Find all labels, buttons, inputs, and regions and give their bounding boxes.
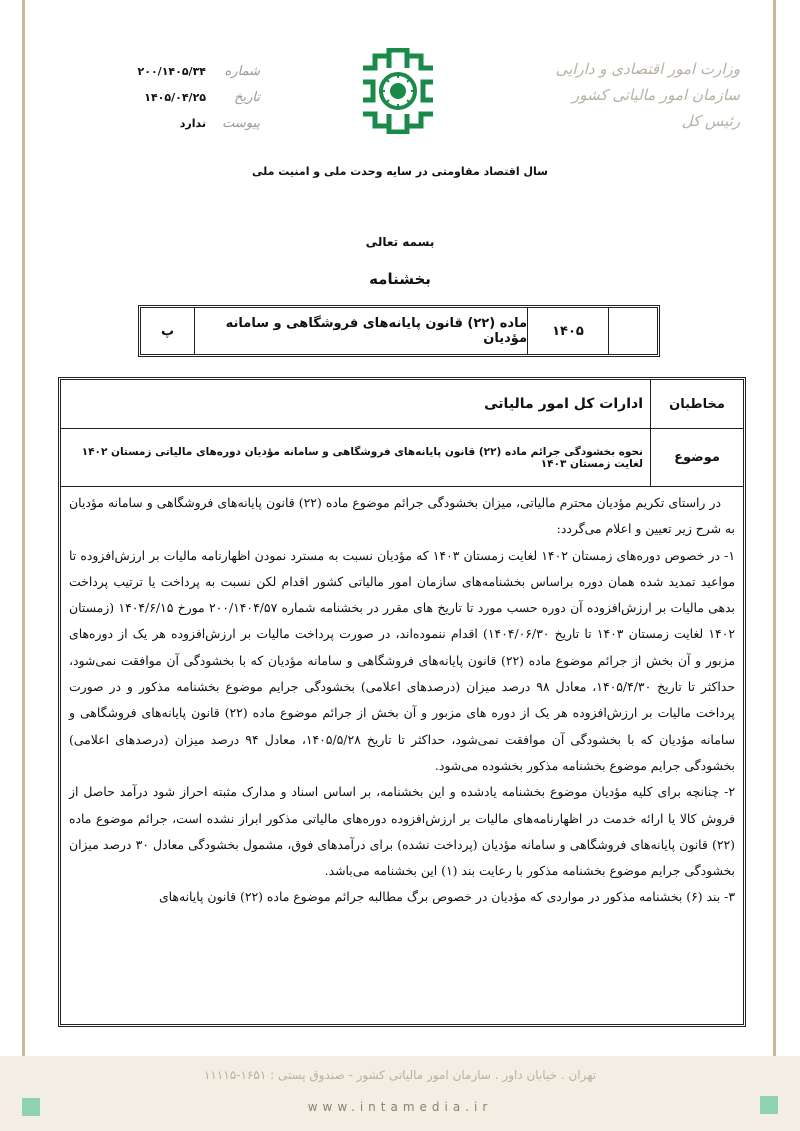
- recipients-value: ادارات کل امور مالیاتی: [484, 396, 643, 412]
- date-row: [110, 84, 260, 110]
- attachment-value: ندارد: [179, 116, 206, 130]
- ref-cell-empty: [608, 308, 657, 354]
- footer-left-square: [22, 1098, 40, 1116]
- footer-address: تهران . خیابان داور . سازمان امور مالیاتی کشور - صندوق پستی : ۱۶۵۱-۱۱۱۱۵: [203, 1068, 597, 1082]
- number-row: [110, 58, 260, 84]
- date-value: ۱۴۰۵/۰۴/۲۵: [144, 90, 206, 104]
- ref-cell-year: ۱۴۰۵: [527, 308, 608, 354]
- number-label: شماره: [224, 63, 260, 79]
- paragraph-item-1: ۱- در خصوص دوره‌های زمستان ۱۴۰۲ لغایت زمستان ۱۴۰۳ که مؤدیان نسبت به مسترد نمودن اظهارنامه مالیات بر ارزش‌افزوده تا مواعید تمدید شده همان دوره براساس بخشنامه‌های سازمان امور مالیاتی کشور اقدام لکن نسبت به پرداخت یا ترتیب پرداخت بدهی مالیات بر ارزش‌افزوده آن دوره حسب مورد تا تاریخ های مقرر در بخشنامه شماره ۲۰۰/۱۴۰۴/۵۷ مورخ ۱۴۰۴/۶/۱۵ (زمستان ۱۴۰۲ لغایت زمستان ۱۴۰۳ تا تاریخ ۱۴۰۴/۰۶/۳۰) اقدام ننموده‌اند، در صورت پرداخت مالیات بر ارزش‌افزوده هر یک از دوره‌های مزبور و آن بخش از جرائم موضوع ماده (۲۲) قانون پایانه‌های فروشگاهی و سامانه مؤدیان که با بخشودگی آن موافقت نمی‌شود، حداکثر تا تاریخ ۱۴۰۵/۴/۳۰، معادل ۹۸ درصد میزان (درصدهای اعلامی) بخشودگی جرایم موضوع بخشنامه مذکور و در صورت پرداخت مالیات بر ارزش‌افزوده هر یک از دوره های مزبور و آن بخش از جرائم موضوع ماده (۲۲) قانون پایانه‌های فروشگاهی و سامانه مؤدیان که با بخشودگی آن موافقت نمی‌شود، حداکثر تا تاریخ ۱۴۰۵/۵/۲۸، معادل ۹۴ درصد میزان (درصدهای اعلامی) بخشودگی جرایم موضوع بخشنامه مذکور بخشوده می‌شود.: [69, 547, 736, 773]
- paragraph-item-2: ۲- چنانچه برای کلیه مؤدیان موضوع بخشنامه یادشده و این بخشنامه، بر اساس اسناد و مدارک مثبته احراز شود درآمد حاصل از فروش کالا یا ارائه خدمت در اظهارنامه‌های مالیات بر ارزش‌افزوده دوره‌های مالیاتی مذکور ابراز نشده است، جرائم موضوع ماده (۲۲) قانون پایانه‌های فروشگاهی و سامانه مؤدیان (پرداخت نشده) برای درآمدهای فوق، مشمول بخشودگی معادل ۳۰ درصد میزان بخشودگی جرایم موضوع بخشنامه مذکور با رعایت بند (۱) این بخشنامه می‌باشد.: [69, 784, 735, 879]
- ref-cell-code: پ: [160, 323, 175, 339]
- subject-value: نحوه بخشودگی جرائم ماده (۲۲) قانون پایانه‌های فروشگاهی و سامانه مؤدیان دوره‌های مالیاتی زمستان ۱۴۰۲ لغایت زمستان ۱۴۰۳: [81, 445, 643, 470]
- left-border: [22, 0, 25, 1090]
- basmala: بسمه تعالی: [365, 235, 435, 249]
- number-value: ۲۰۰/۱۴۰۵/۳۴: [137, 64, 206, 78]
- date-label: تاریخ: [234, 89, 260, 105]
- header-meta: [110, 58, 260, 136]
- year-slogan: سال اقتصاد مقاومتی در سایه وحدت ملی و امنیت ملی: [252, 165, 548, 178]
- org-administration: سازمان امور مالیاتی کشور: [572, 86, 740, 104]
- recipients-row: [61, 380, 743, 429]
- reference-table: [138, 305, 660, 357]
- right-border: [773, 0, 776, 1090]
- subject-row: [61, 429, 743, 487]
- paragraph-item-3: ۳- بند (۶) بخشنامه مذکور در مواردی که مؤدیان در خصوص برگ مطالبه جرائم موضوع ماده (۲۲) قانون پایانه‌های: [158, 889, 735, 905]
- organization-name: [540, 56, 740, 134]
- attachment-row: [110, 110, 260, 136]
- org-title: رئیس کل: [681, 112, 740, 130]
- subject-label: موضوع: [650, 429, 743, 486]
- recipients-label: مخاطبان: [650, 380, 743, 428]
- ref-cell-subject: ماده (۲۲) قانون پایانه‌های فروشگاهی و سامانه مؤدیان: [194, 308, 527, 354]
- circular-body-table: [58, 377, 746, 1027]
- document-title: بخشنامه: [369, 270, 431, 288]
- attachment-label: پیوست: [222, 115, 260, 131]
- paragraph-intro: در راستای تکریم مؤدیان محترم مالیاتی، میزان بخشودگی جرائم موضوع ماده (۲۲) قانون پایانه‌های فروشگاهی و سامانه مؤدیان به شرح زیر تعیین و اعلام می‌گردد:: [69, 495, 735, 537]
- org-ministry: وزارت امور اقتصادی و دارایی: [555, 60, 740, 78]
- circular-body-text: [69, 490, 735, 911]
- footer-url: www.intamedia.ir: [307, 1100, 493, 1114]
- organization-logo-icon: [355, 48, 441, 134]
- footer-right-square: [760, 1096, 778, 1114]
